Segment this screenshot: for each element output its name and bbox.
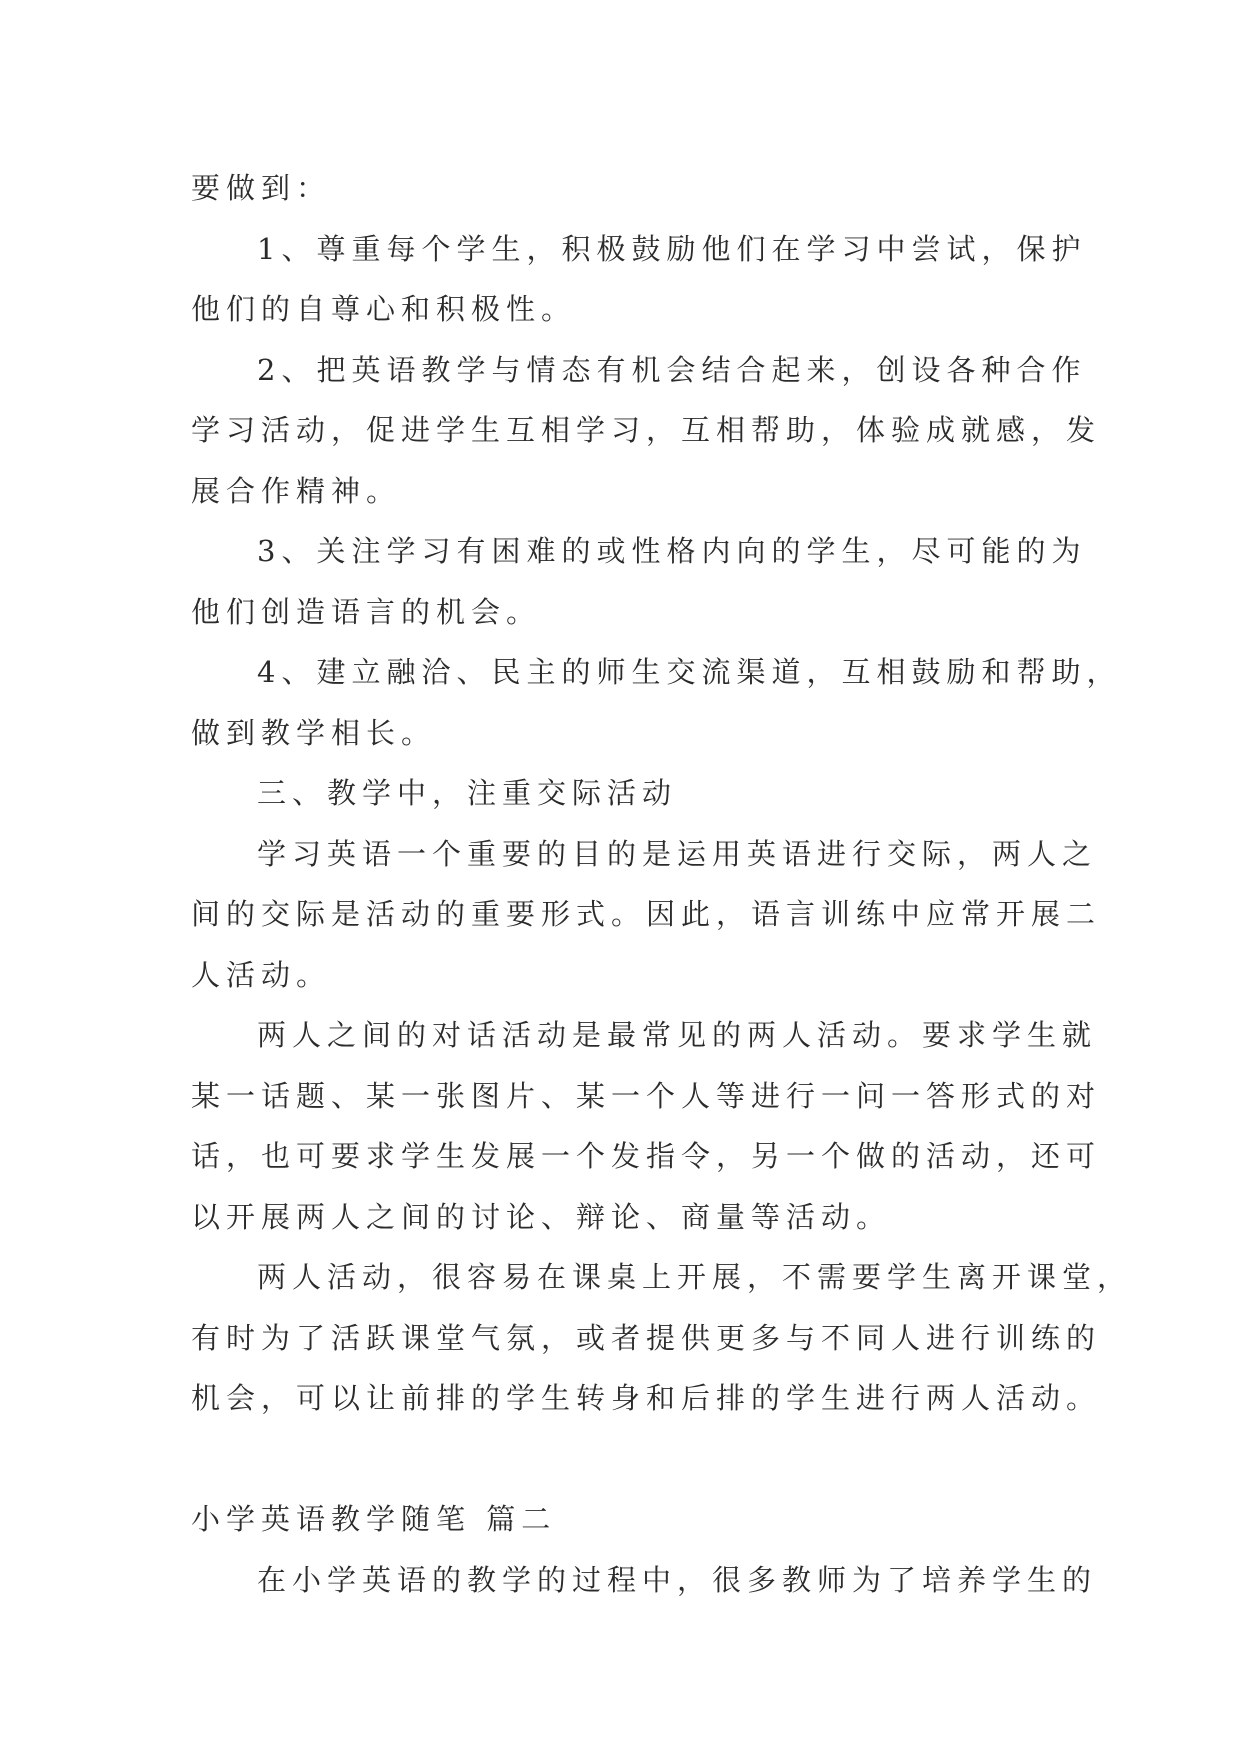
section-gap <box>191 1429 1071 1490</box>
text-line: 有时为了活跃课堂气氛，或者提供更多与不同人进行训练的 <box>191 1320 1102 1355</box>
paragraph-start: 两人之间的对话活动是最常见的两人活动。要求学生就 <box>257 1018 1098 1052</box>
text-line: 他们的自尊心和积极性。 <box>191 292 577 326</box>
text-line: 机会，可以让前排的学生转身和后排的学生进行两人活动。 <box>191 1381 1102 1415</box>
paragraph-start: 学习英语一个重要的目的是运用英语进行交际，两人之 <box>257 836 1098 871</box>
text-line: 人活动。 <box>191 957 332 992</box>
document-body <box>191 158 1133 1610</box>
paragraph-start: 在小学英语的教学的过程中，很多教师为了培养学生的 <box>257 1562 1098 1597</box>
list-item-2: 2、把英语教学与情态有机会结合起来，创设各种合作 <box>257 352 1087 387</box>
text-line: 学习活动，促进学生互相学习，互相帮助，体验成就感，发 <box>191 413 1102 447</box>
text-line: 做到教学相长。 <box>191 715 437 750</box>
text-line: 要做到： <box>191 171 332 205</box>
list-item-1: 1、尊重每个学生，积极鼓励他们在学习中尝试，保护 <box>257 231 1087 266</box>
list-item-3: 3、关注学习有困难的或性格内向的学生，尽可能的为 <box>257 534 1087 568</box>
text-line: 间的交际是活动的重要形式。因此，语言训练中应常开展二 <box>191 897 1102 931</box>
text-line: 展合作精神。 <box>191 473 402 508</box>
text-line: 以开展两人之间的讨论、辩论、商量等活动。 <box>191 1199 892 1234</box>
text-line: 他们创造语言的机会。 <box>191 594 542 629</box>
text-line: 话，也可要求学生发展一个发指令，另一个做的活动，还可 <box>191 1139 1102 1173</box>
subheading: 三、教学中，注重交际活动 <box>257 776 678 810</box>
text-line: 某一话题、某一张图片、某一个人等进行一问一答形式的对 <box>191 1078 1102 1113</box>
section-heading: 小学英语教学随笔 篇二 <box>191 1502 557 1536</box>
paragraph-start: 两人活动，很容易在课桌上开展，不需要学生离开课堂， <box>257 1260 1133 1294</box>
list-item-4: 4、建立融洽、民主的师生交流渠道，互相鼓励和帮助， <box>257 655 1122 689</box>
